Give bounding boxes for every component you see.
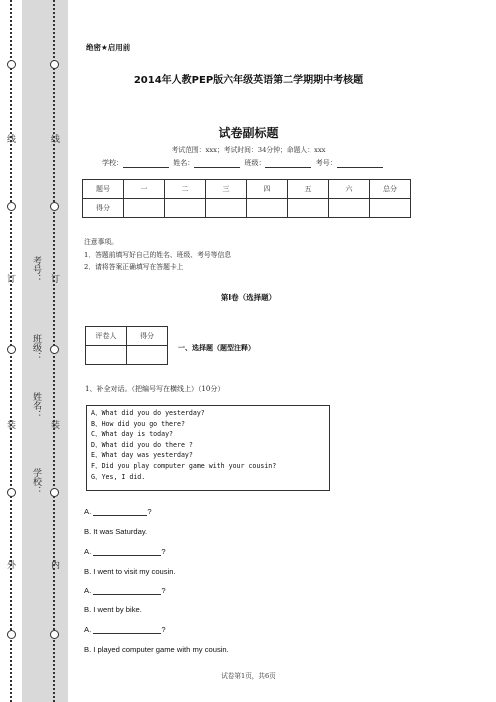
name-label: 姓名： bbox=[173, 159, 195, 167]
score-header-cell: 总分 bbox=[370, 180, 411, 199]
score-cell[interactable] bbox=[370, 199, 411, 218]
choice-item: B、How did you go there? bbox=[91, 419, 185, 428]
name-blank[interactable] bbox=[194, 160, 240, 168]
grader-header-row bbox=[86, 327, 168, 346]
dialog-line-b: B. I went by bike. bbox=[84, 605, 142, 614]
school-label: 学校： bbox=[102, 159, 123, 167]
question-prompt: 1、补全对话。（把编号写在横线上）（10分） bbox=[85, 385, 225, 393]
margin-field-name: 姓名： bbox=[31, 392, 41, 419]
part-title: 一、选择题（题型注释） bbox=[178, 344, 255, 352]
answer-blank[interactable] bbox=[93, 625, 161, 634]
dialog-line-b: B. It was Saturday. bbox=[84, 527, 148, 536]
choices-box bbox=[86, 405, 330, 491]
notes-item: 2．请将答案正确填写在答题卡上 bbox=[84, 263, 184, 271]
answer-blank[interactable] bbox=[93, 586, 161, 595]
choice-item: C、What day is today? bbox=[91, 430, 174, 439]
exam-meta: 考试范围：xxx；考试时间：34分钟；命题人：xxx bbox=[171, 146, 326, 154]
binding-hole bbox=[50, 488, 59, 497]
student-info-line bbox=[102, 158, 385, 168]
dialog-line-a bbox=[84, 547, 166, 556]
dialog-suffix: ? bbox=[161, 586, 166, 595]
score-cell[interactable] bbox=[165, 199, 206, 218]
score-cell[interactable] bbox=[206, 199, 247, 218]
choice-item: G、Yes, I did. bbox=[91, 472, 146, 481]
dialog-line-b: B. I went to visit my cousin. bbox=[84, 567, 176, 576]
dialog-line-a bbox=[84, 586, 166, 595]
binding-hole bbox=[7, 488, 16, 497]
grader-header-cell: 评卷人 bbox=[86, 327, 127, 346]
margin-label-outer: 外 bbox=[7, 561, 17, 571]
notes bbox=[84, 236, 231, 274]
score-header-cell: 二 bbox=[165, 180, 206, 199]
binding-hole bbox=[50, 630, 59, 639]
score-header-cell: 一 bbox=[124, 180, 165, 199]
dialog-suffix: ? bbox=[161, 625, 166, 634]
score-header-cell: 五 bbox=[288, 180, 329, 199]
dialog-suffix: ? bbox=[161, 547, 166, 556]
binding-hole bbox=[50, 202, 59, 211]
notes-title: 注意事项。 bbox=[84, 238, 118, 246]
score-cell[interactable] bbox=[247, 199, 288, 218]
school-blank[interactable] bbox=[123, 160, 169, 168]
margin-field-id: 考号： bbox=[31, 256, 41, 283]
section-title: 第Ⅰ卷（选择题） bbox=[220, 293, 277, 302]
binding-hole bbox=[7, 202, 16, 211]
margin-label-inner-bind: 装 bbox=[51, 421, 61, 431]
score-header-cell: 题号 bbox=[83, 180, 124, 199]
answer-blank[interactable] bbox=[93, 547, 161, 556]
score-cell[interactable] bbox=[288, 199, 329, 218]
score-table-row bbox=[83, 199, 411, 218]
grader-row bbox=[86, 346, 168, 365]
margin-field-school: 学校： bbox=[31, 468, 41, 495]
score-cell[interactable] bbox=[329, 199, 370, 218]
dialog-prefix: A. bbox=[84, 625, 92, 634]
dialog-prefix: A. bbox=[84, 547, 92, 556]
dialog-line-a bbox=[84, 507, 152, 516]
binding-margin-inner bbox=[22, 0, 68, 702]
grader-cell[interactable] bbox=[86, 346, 127, 365]
score-table bbox=[82, 179, 411, 218]
page-title: 2014年人教PEP版六年级英语第二学期期中考核题 bbox=[133, 75, 364, 86]
page-subtitle: 试卷副标题 bbox=[218, 126, 279, 140]
id-blank[interactable] bbox=[337, 160, 383, 168]
margin-label-order: 订 bbox=[7, 275, 17, 285]
grader-table bbox=[85, 326, 168, 365]
class-label: 班级： bbox=[244, 159, 266, 167]
binding-hole bbox=[7, 630, 16, 639]
notes-item: 1．答题前填写好自己的姓名、班级、考号等信息 bbox=[84, 250, 232, 259]
grader-cell[interactable] bbox=[127, 346, 168, 365]
answer-blank[interactable] bbox=[93, 507, 147, 516]
dialog-prefix: A. bbox=[84, 507, 92, 516]
page-footer: 试卷第1页，共6页 bbox=[221, 672, 276, 680]
margin-label-bind: 装 bbox=[7, 421, 17, 431]
dialog-line-a bbox=[84, 625, 166, 634]
class-blank[interactable] bbox=[265, 160, 311, 168]
score-header-cell: 四 bbox=[247, 180, 288, 199]
choice-item: F、Did you play computer game with your cousin? bbox=[91, 461, 277, 470]
score-header-cell: 六 bbox=[329, 180, 370, 199]
choice-item: D、What did you do there ? bbox=[91, 440, 193, 449]
grader-header-cell: 得分 bbox=[127, 327, 168, 346]
score-row-label: 得分 bbox=[83, 199, 124, 218]
score-header-cell: 三 bbox=[206, 180, 247, 199]
id-label: 考号： bbox=[315, 159, 337, 167]
choice-item: A、What did you do yesterday? bbox=[91, 409, 205, 417]
binding-hole bbox=[7, 345, 16, 354]
dialog-line-b: B. I played computer game with my cousin. bbox=[84, 645, 229, 654]
binding-hole bbox=[50, 345, 59, 354]
margin-field-class: 班级： bbox=[31, 334, 41, 361]
margin-label-inner-line: 线 bbox=[51, 135, 61, 145]
score-cell[interactable] bbox=[124, 199, 165, 218]
binding-hole bbox=[7, 60, 16, 69]
dialog-suffix: ? bbox=[147, 507, 152, 516]
margin-label-inner: 内 bbox=[51, 561, 61, 571]
score-table-header-row bbox=[83, 180, 411, 199]
margin-label-line: 线 bbox=[7, 135, 17, 145]
choice-item: E、What day was yesterday? bbox=[91, 451, 193, 460]
dialog-prefix: A. bbox=[84, 586, 92, 595]
margin-label-inner-order: 订 bbox=[51, 275, 61, 285]
binding-hole bbox=[50, 60, 59, 69]
confidential-mark: 绝密★启用前 bbox=[86, 43, 131, 52]
